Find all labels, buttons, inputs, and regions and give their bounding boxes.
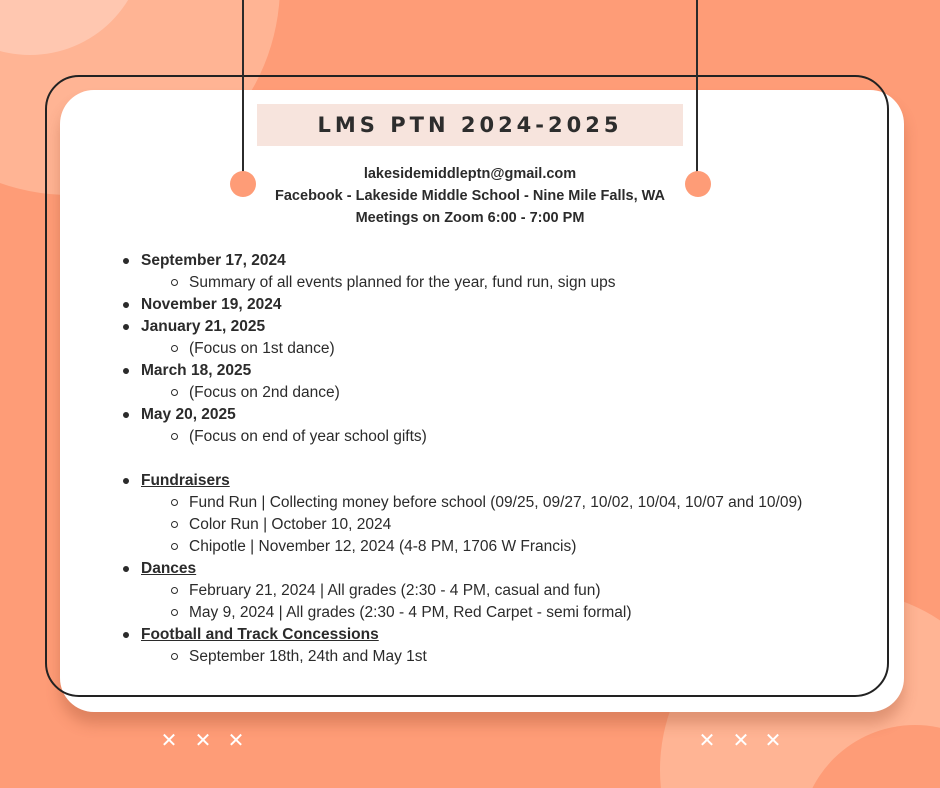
- section-concessions: [120, 624, 820, 668]
- section-heading: Dances: [141, 560, 197, 577]
- decor-cross-icon: ✕: [194, 728, 212, 752]
- decor-cross-icon: ✕: [227, 728, 245, 752]
- decor-cross-icon: ✕: [160, 728, 178, 752]
- meeting-date: January 21, 2025: [141, 318, 266, 335]
- section-entry: Chipotle | November 12, 2024 (4-8 PM, 1706 W Francis): [141, 536, 820, 558]
- hanging-line-right: [696, 0, 698, 182]
- decor-cross-icon: ✕: [732, 728, 750, 752]
- meeting-date: September 17, 2024: [141, 252, 286, 269]
- meeting-date: November 19, 2024: [141, 296, 282, 313]
- section-heading: Fundraisers: [141, 472, 230, 489]
- events-list: [120, 470, 820, 668]
- page-title: LMS PTN 2024-2025: [317, 113, 623, 137]
- contact-meetings: Meetings on Zoom 6:00 - 7:00 PM: [355, 210, 585, 226]
- meeting-note: (Focus on 2nd dance): [141, 382, 820, 404]
- meeting-item: [120, 250, 820, 294]
- contact-info: [210, 163, 730, 229]
- meeting-note: (Focus on end of year school gifts): [141, 426, 820, 448]
- decor-cross-icon: ✕: [764, 728, 782, 752]
- contact-email: lakesidemiddleptn@gmail.com: [363, 166, 577, 182]
- section-entry: February 21, 2024 | All grades (2:30 - 4 PM, casual and fun): [141, 580, 820, 602]
- hanging-line-left: [242, 0, 244, 182]
- meeting-note: Summary of all events planned for the year, fund run, sign ups: [141, 272, 820, 294]
- section-fundraisers: [120, 470, 820, 558]
- meeting-date: March 18, 2025: [141, 362, 252, 379]
- section-heading: Football and Track Concessions: [141, 626, 379, 643]
- section-spacer: [120, 448, 820, 470]
- schedule-content: [120, 250, 820, 668]
- section-dances: [120, 558, 820, 624]
- meeting-note: (Focus on 1st dance): [141, 338, 820, 360]
- section-entry: Color Run | October 10, 2024: [141, 514, 820, 536]
- section-entry: Fund Run | Collecting money before school (09/25, 09/27, 10/02, 10/04, 10/07 and 10/09): [141, 492, 820, 514]
- meeting-item: [120, 294, 820, 316]
- meeting-item: [120, 360, 820, 404]
- title-banner: [257, 104, 683, 146]
- contact-facebook: Facebook - Lakeside Middle School - Nine Mile Falls, WA: [275, 188, 665, 204]
- section-entry: September 18th, 24th and May 1st: [141, 646, 820, 668]
- decor-cross-icon: ✕: [698, 728, 716, 752]
- meeting-item: [120, 316, 820, 360]
- section-entry: May 9, 2024 | All grades (2:30 - 4 PM, Red Carpet - semi formal): [141, 602, 820, 624]
- meeting-list: [120, 250, 820, 448]
- meeting-item: [120, 404, 820, 448]
- meeting-date: May 20, 2025: [141, 406, 236, 423]
